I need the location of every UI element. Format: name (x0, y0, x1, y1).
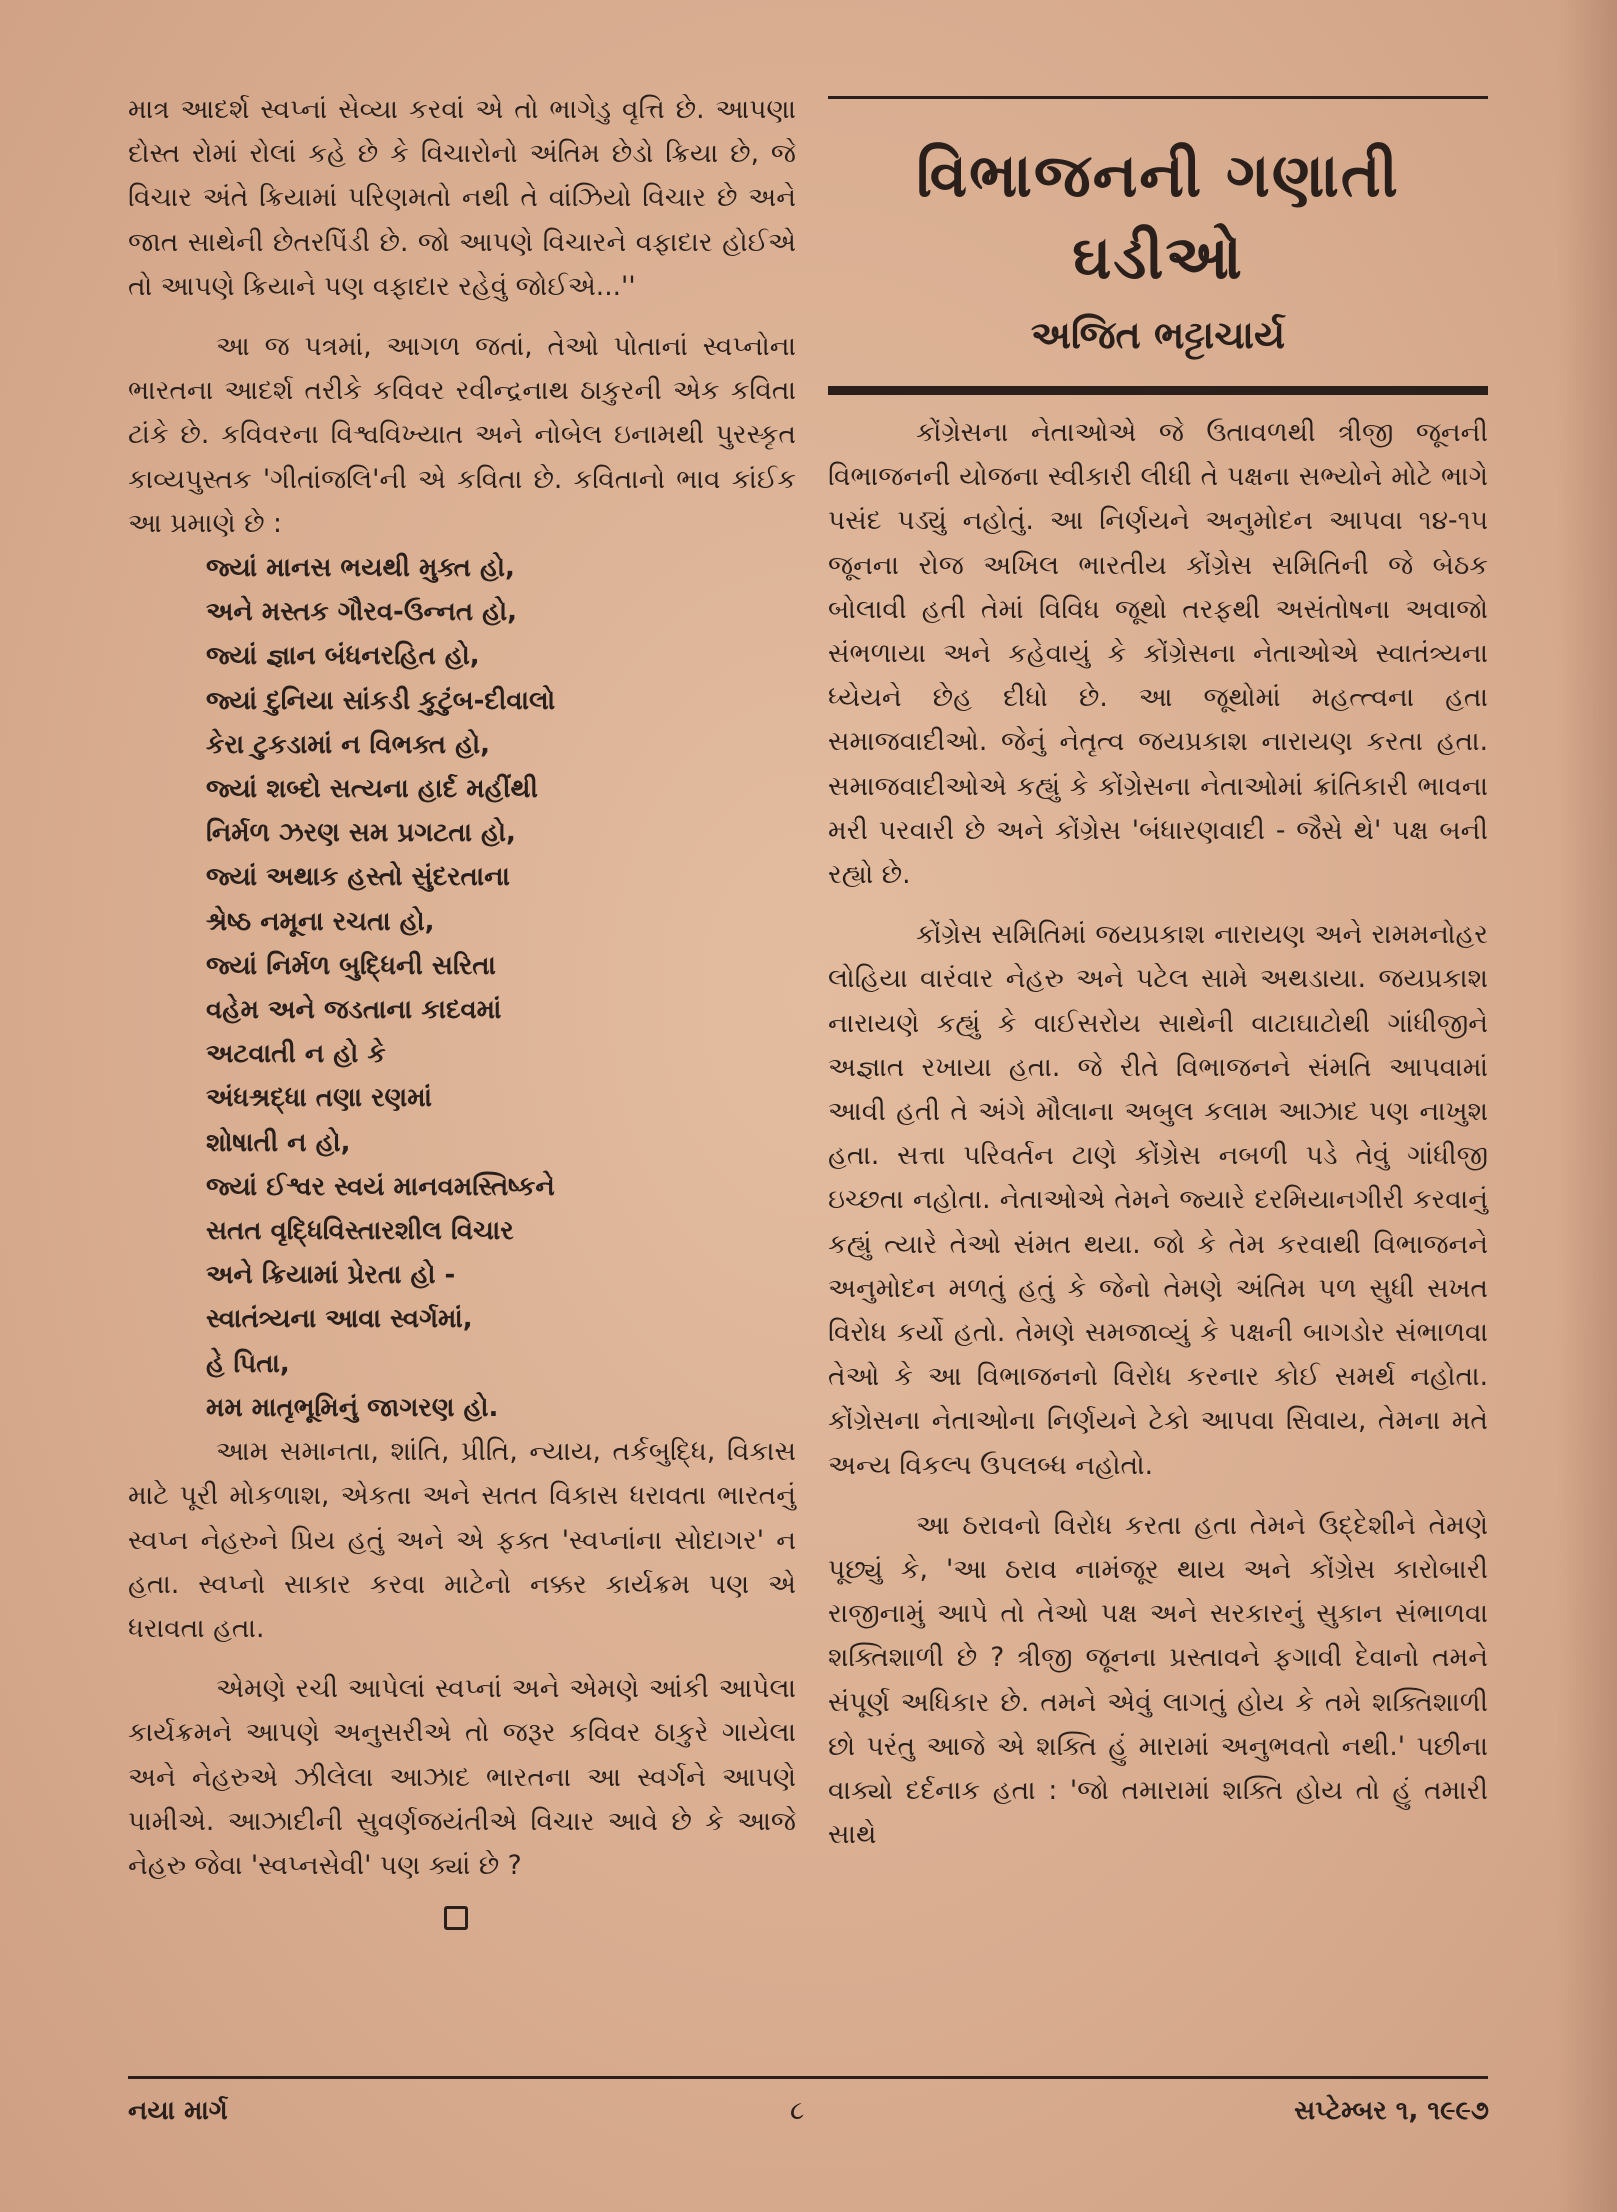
poem-line: અને ક્રિયામાં પ્રેરતા હો - (206, 1260, 456, 1291)
poem-line: જ્યાં ઈશ્વર સ્વયં માનવમસ્તિષ્કને (206, 1171, 555, 1202)
right-paragraph-1: કોંગ્રેસના નેતાઓએ જે ઉતાવળથી ત્રીજી જૂનની વિભાજનની યોજના સ્વીકારી લીધી તે પક્ષના સભ્યોને મોટે ભાગે પસંદ પડ્યું નહોતું. આ નિર્ણયને અનુમોદન આપવા ૧૪-૧૫ જૂનના રોજ અખિલ ભારતીય કોંગ્રેસ સમિતિની જે બેઠક બોલાવી હતી તેમાં વિવિધ જૂથો તરફથી અસંતોષના અવાજો સંભળાયા અને કહેવાયું કે કોંગ્રેસના નેતાઓએ સ્વાતંત્ર્યના ધ્યેયને છેહ દીધો છે. આ જૂથોમાં મહત્ત્વના હતા સમાજવાદીઓ. જેનું નેતૃત્વ જયપ્રકાશ નારાયણ કરતા હતા. સમાજવાદીઓએ કહ્યું કે કોંગ્રેસના નેતાઓમાં ક્રાંતિકારી ભાવના મરી પરવારી છે અને કોંગ્રેસ 'બંધારણવાદી - જૈસે થે' પક્ષ બની રહ્યો છે. (828, 417, 1488, 891)
end-of-article-mark (444, 1906, 468, 1930)
poem-line: શ્રેષ્ઠ નમૂના રચતા હો, (206, 906, 435, 937)
poem (206, 546, 796, 1430)
article-title: વિભાજનની ગણાતી ઘડીઓ (916, 141, 1400, 293)
footer-rule (128, 2076, 1488, 2079)
left-column (128, 88, 796, 1930)
left-paragraph-1: માત્ર આદર્શ સ્વપ્નાં સેવ્યા કરવાં એ તો ભાગેડુ વૃત્તિ છે. આપણા દોસ્ત રોમાં રોલાં કહે છે કે વિચારોનો અંતિમ છેડો ક્રિયા છે, જે વિચાર અંતે ક્રિયામાં પરિણમતો નથી તે વાંઝિયો વિચાર છે અને જાત સાથેની છેતરપિંડી છે. જો આપણે વિચારને વફાદાર હોઈએ તો આપણે ક્રિયાને પણ વફાદાર રહેવું જોઈએ...'' (128, 94, 796, 302)
poem-line: અંધશ્રદ્ધા તણા રણમાં (206, 1083, 432, 1114)
poem-line: મમ માતૃભૂમિનું જાગરણ હો. (206, 1392, 499, 1423)
poem-line: અને મસ્તક ગૌરવ-ઉન્નત હો, (206, 597, 518, 628)
poem-line: અટવાતી ન હો કે (206, 1039, 386, 1070)
poem-line: જ્યાં અથાક હસ્તો સુંદરતાના (206, 862, 510, 893)
poem-line: નિર્મળ ઝરણ સમ પ્રગટતા હો, (206, 818, 516, 849)
poem-line: જ્યાં નિર્મળ બુદ્ધિની સરિતા (206, 950, 496, 981)
poem-line: જ્યાં શબ્દો સત્યના હાર્દ મહીંથી (206, 774, 538, 805)
poem-line: સ્વાતંત્ર્યના આવા સ્વર્ગમાં, (206, 1304, 473, 1335)
poem-line: સતત વૃદ્ધિવિસ્તારશીલ વિચાર (206, 1216, 514, 1247)
title-rule (828, 386, 1488, 395)
article-author: અજિત ભટ્ટાચાર્ય (1030, 313, 1286, 357)
footer-date: સપ્ટેમ્બર ૧, ૧૯૯૭ (1294, 2096, 1489, 2126)
footer-publication: નયા માર્ગ (128, 2096, 228, 2126)
poem-line: જ્યાં માનસ ભયથી મુક્ત હો, (206, 553, 515, 584)
footer-page-number: ૮ (790, 2096, 805, 2126)
top-rule (828, 96, 1488, 99)
left-paragraph-3: આમ સમાનતા, શાંતિ, પ્રીતિ, ન્યાય, તર્કબુદ્ધિ, વિકાસ માટે પૂરી મોકળાશ, એકતા અને સતત વિકાસ ધરાવતા ભારતનું સ્વપ્ન નેહરુને પ્રિય હતું અને એ ફક્ત 'સ્વપ્નાંના સોદાગર' ન હતા. સ્વપ્નો સાકાર કરવા માટેનો નક્કર કાર્યક્રમ પણ એ ધરાવતા હતા. (128, 1436, 796, 1644)
left-paragraph-4: એમણે રચી આપેલાં સ્વપ્નાં અને એમણે આંકી આપેલા કાર્યક્રમને આપણે અનુસરીએ તો જરૂર કવિવર ઠાકુરે ગાયેલા અને નેહરુએ ઝીલેલા આઝાદ ભારતના આ સ્વર્ગને આપણે પામીએ. આઝાદીની સુવર્ણજયંતીએ વિચાર આવે છે કે આજે નેહરુ જેવા 'સ્વપ્નસેવી' પણ ક્યાં છે ? (128, 1673, 796, 1881)
poem-line: જ્યાં દુનિયા સાંકડી કુટુંબ-દીવાલો (206, 685, 556, 716)
poem-line: વહેમ અને જડતાના કાદવમાં (206, 995, 502, 1026)
poem-line: જ્યાં જ્ઞાન બંધનરહિત હો, (206, 641, 480, 672)
right-paragraph-3: આ ઠરાવનો વિરોધ કરતા હતા તેમને ઉદ્દેશીને તેમણે પૂછ્યું કે, 'આ ઠરાવ નામંજૂર થાય અને કોંગ્રેસ કારોબારી રાજીનામું આપે તો તેઓ પક્ષ અને સરકારનું સુકાન સંભાળવા શક્તિશાળી છે ? ત્રીજી જૂનના પ્રસ્તાવને ફગાવી દેવાનો તમને સંપૂર્ણ અધિકાર છે. તમને એવું લાગતું હોય કે તમે શક્તિશાળી છો પરંતુ આજે એ શક્તિ હું મારામાં અનુભવતો નથી.' પછીના વાક્યો દર્દનાક હતા : 'જો તમારામાં શક્તિ હોય તો હું તમારી સાથે (828, 1509, 1488, 1851)
poem-line: કેરા ટુકડામાં ન વિભક્ત હો, (206, 729, 490, 760)
poem-line: હે પિતા, (206, 1348, 290, 1379)
left-paragraph-2: આ જ પત્રમાં, આગળ જતાં, તેઓ પોતાનાં સ્વપ્નોના ભારતના આદર્શ તરીકે કવિવર રવીન્દ્રનાથ ઠાકુરની એક કવિતા ટાંકે છે. કવિવરના વિશ્વવિખ્યાત અને નોબેલ ઇનામથી પુરસ્કૃત કાવ્યપુસ્તક 'ગીતાંજલિ'ની એ કવિતા છે. કવિતાનો ભાવ કાંઈક આ પ્રમાણે છે : (128, 331, 796, 539)
poem-line: શોષાતી ન હો, (206, 1127, 351, 1158)
page-edge-shadow (1557, 0, 1617, 2212)
right-column (828, 96, 1488, 1858)
right-paragraph-2: કોંગ્રેસ સમિતિમાં જયપ્રકાશ નારાયણ અને રામમનોહર લોહિયા વારંવાર નેહરુ અને પટેલ સામે અથડાયા. જયપ્રકાશ નારાયણે કહ્યું કે વાઈસરોય સાથેની વાટાઘાટોથી ગાંધીજીને અજ્ઞાત રખાયા હતા. જે રીતે વિભાજનને સંમતિ આપવામાં આવી હતી તે અંગે મૌલાના અબુલ કલામ આઝાદ પણ નાખુશ હતા. સત્તા પરિવર્તન ટાણે કોંગ્રેસ નબળી પડે તેવું ગાંધીજી ઇચ્છતા નહોતા. નેતાઓએ તેમને જ્યારે દરમિયાનગીરી કરવાનું કહ્યું ત્યારે તેઓ સંમત થયા. જો કે તેમ કરવાથી વિભાજનને અનુમોદન મળતું હતું કે જેનો તેમણે અંતિમ પળ સુધી સખત વિરોધ કર્યો હતો. તેમણે સમજાવ્યું કે પક્ષની બાગડોર સંભાળવા તેઓ કે આ વિભાજનનો વિરોધ કરનાર કોઈ સમર્થ નહોતા. કોંગ્રેસના નેતાઓના નિર્ણયને ટેકો આપવા સિવાય, તેમના મતે અન્ય વિકલ્પ ઉપલબ્ધ નહોતો. (828, 919, 1488, 1481)
